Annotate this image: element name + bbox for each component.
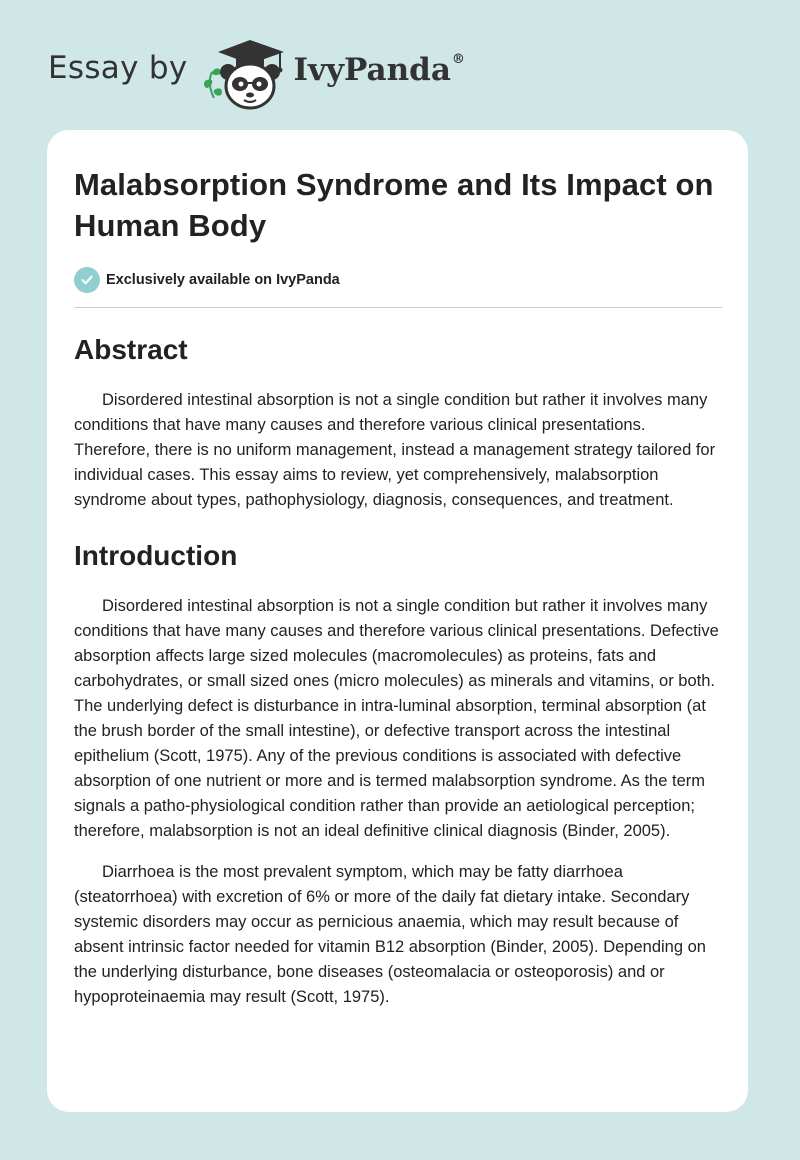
site-header bbox=[48, 32, 465, 112]
essay-content bbox=[74, 164, 722, 1010]
exclusive-label: Exclusively available on IvyPanda bbox=[106, 272, 340, 288]
title-divider bbox=[74, 307, 722, 308]
brand-name[interactable] bbox=[294, 52, 465, 88]
check-icon bbox=[74, 267, 100, 293]
exclusive-badge bbox=[74, 267, 722, 293]
introduction-paragraph-1: Disordered intestinal absorption is not a single condition but rather it involves many conditions that have many causes and therefore various clinical presentations. Defective absorption affects large sized molecules (macromolecules) as proteins, fats and carbohydrates, or small sized ones (micro molecules) as minerals and vitamins, or both. The underlying defect is disturbance in intra-luminal absorption, terminal absorption (at the brush border of the small intestine), or defective transport across the intestinal epithelium (Scott, 1975). Any of the previous conditions is associated with defective absorption of one nutrient or more and is termed malabsorption syndrome. As the term signals a patho-physiological condition rather than provide an aetiological perception; therefore, malabsorption is not an ideal definitive clinical diagnosis (Binder, 2005). bbox=[74, 597, 719, 840]
essay-title: Malabsorption Syndrome and Its Impact on Human Body bbox=[74, 167, 714, 243]
introduction-heading: Introduction bbox=[74, 540, 238, 571]
abstract-heading: Abstract bbox=[74, 334, 188, 365]
abstract-paragraph: Disordered intestinal absorption is not a single condition but rather it involves many conditions that have many causes and therefore various clinical presentations. Therefore, there is no uniform management, instead a management strategy tailored for individual cases. This essay aims to review, yet comprehensively, malabsorption syndrome about types, pathophysiology, diagnosis, consequences, and treatment. bbox=[74, 391, 716, 509]
trademark-symbol: ® bbox=[451, 51, 465, 67]
panda-graduate-logo[interactable] bbox=[200, 32, 292, 112]
brand-name-text: IvyPanda bbox=[293, 52, 451, 88]
essay-by-label: Essay by bbox=[48, 50, 188, 86]
introduction-paragraph-2: Diarrhoea is the most prevalent symptom, which may be fatty diarrhoea (steatorrhoea) with excretion of 6% or more of the daily fat dietary intake. Secondary systemic disorders may occur as pernicious anaemia, which may result because of absent intrinsic factor needed for vitamin B12 absorption (Binder, 2005). Depending on the underlying disturbance, bone diseases (osteomalacia or osteoporosis) and or hypoproteinaemia may result (Scott, 1975). bbox=[74, 863, 706, 1006]
essay-card bbox=[47, 130, 748, 1112]
